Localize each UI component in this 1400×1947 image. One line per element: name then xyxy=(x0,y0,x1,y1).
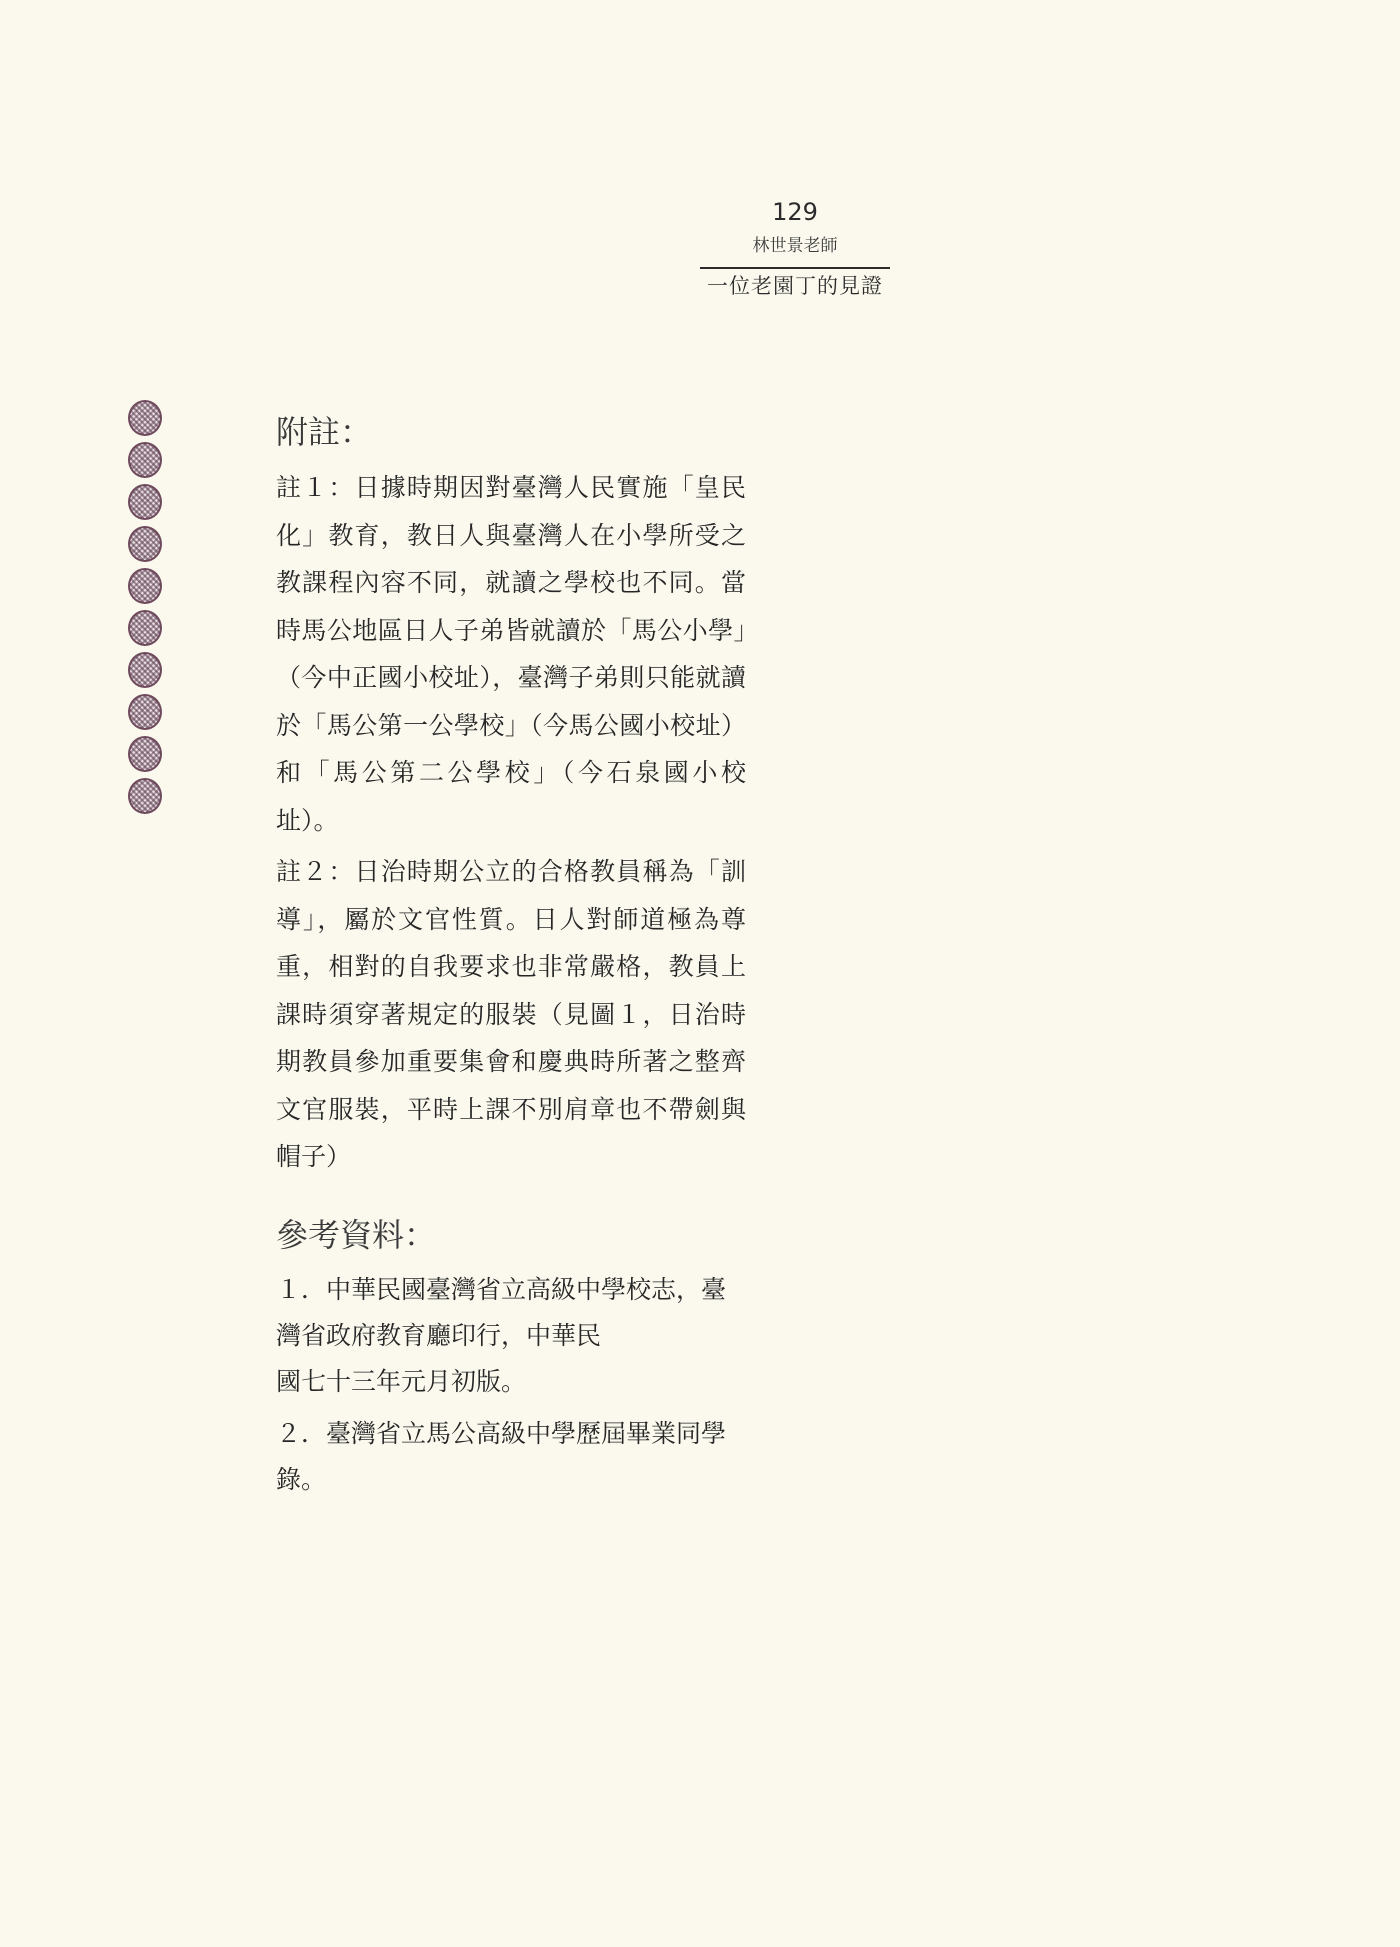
seal-stamp-icon xyxy=(128,694,162,730)
page-body xyxy=(276,410,746,1509)
seal-stamp-icon xyxy=(128,400,162,436)
reference-2 xyxy=(276,1411,746,1503)
seal-stamp-icon xyxy=(128,736,162,772)
seal-stamp-icon xyxy=(128,778,162,814)
references-heading: 參考資料： xyxy=(276,1215,437,1254)
reference-line: ２．臺灣省立馬公高級中學歷屆畢業同學 xyxy=(276,1418,727,1448)
notes-heading: 附註： xyxy=(276,413,373,451)
reference-1 xyxy=(276,1267,746,1405)
reference-line: 國七十三年元月初版。 xyxy=(276,1366,527,1396)
running-header xyxy=(700,195,890,301)
seal-stamp-icon xyxy=(128,526,162,562)
reference-line: 錄。 xyxy=(276,1464,327,1494)
author-name: 林世景老師 xyxy=(752,236,838,256)
seal-stamp-icon xyxy=(128,484,162,520)
reference-line: １．中華民國臺灣省立高級中學校志，臺 xyxy=(276,1274,727,1304)
note-2: 註２：日治時期公立的合格教員稱為「訓導」，屬於文官性質。日人對師道極為尊重，相對的自我要求也非常嚴格，教員上課時須穿著規定的服裝（見圖１，日治時期教員參加重要集會和慶典時所著之整齊文官服裝，平時上課不別肩章也不帶劍與帽子） xyxy=(276,857,746,1171)
seal-stamp-icon xyxy=(128,568,162,604)
seal-stamp-icon xyxy=(128,442,162,478)
reference-line: 灣省政府教育廳印行，中華民 xyxy=(276,1320,602,1350)
seal-stamp-icon xyxy=(128,652,162,688)
page-number: 129 xyxy=(772,198,818,226)
header-divider xyxy=(700,267,890,269)
note-1: 註１：日據時期因對臺灣人民實施「皇民化」教育，教日人與臺灣人在小學所受之教課程內容不同，就讀之學校也不同。當時馬公地區日人子弟皆就讀於「馬公小學」（今中正國小校址），臺灣子弟則只能就讀於「馬公第一公學校」（今馬公國小校址）和「馬公第二公學校」（今石泉國小校址）。 xyxy=(276,473,746,835)
seal-border-decoration xyxy=(128,400,164,820)
seal-stamp-icon xyxy=(128,610,162,646)
book-title: 一位老園丁的見證 xyxy=(707,274,883,298)
